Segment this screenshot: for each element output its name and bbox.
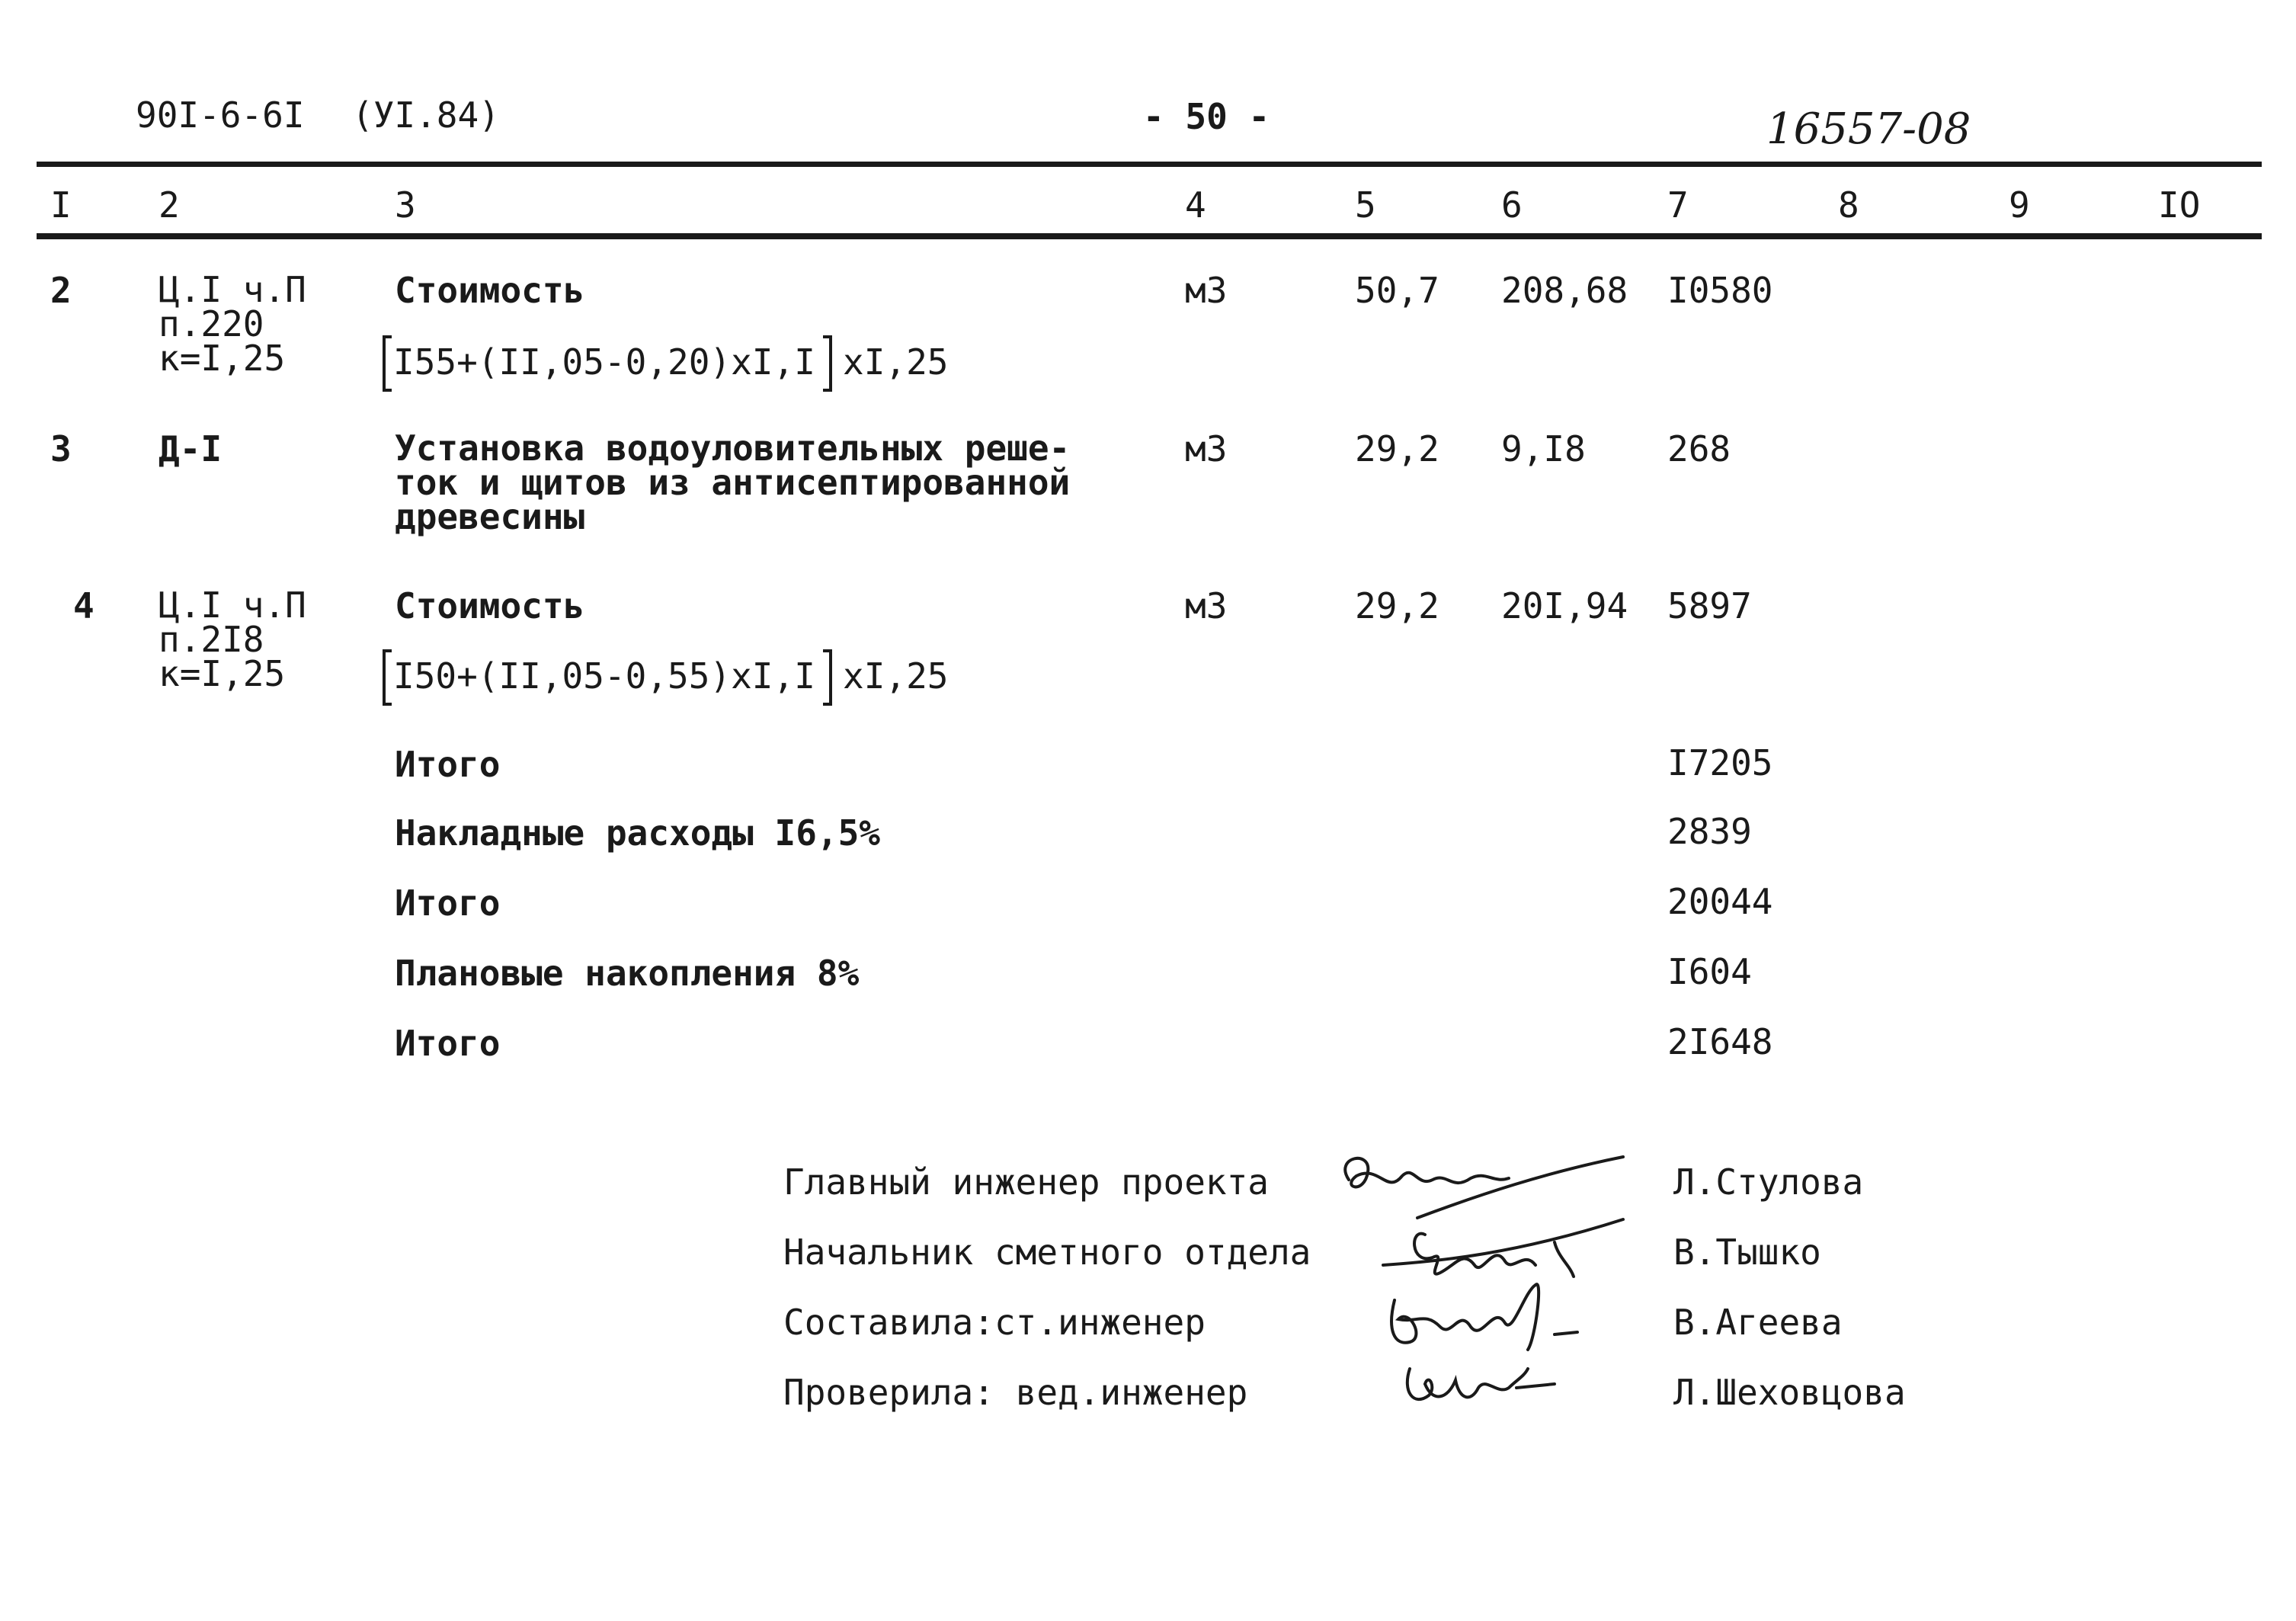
page-number: - 50 - bbox=[1143, 96, 1270, 137]
row-unit: м3 bbox=[1185, 428, 1228, 469]
row-reference: Ц.I ч.П п.220 к=I,25 bbox=[159, 269, 306, 380]
signature-name: Л.Стулова bbox=[1673, 1161, 1864, 1203]
col-header-8: 8 bbox=[1838, 184, 1859, 226]
summary-value: 2839 bbox=[1667, 811, 1752, 852]
summary-value: 2I648 bbox=[1667, 1021, 1773, 1062]
col-header-3: 3 bbox=[395, 184, 416, 226]
row-reference: Ц.I ч.П п.2I8 к=I,25 bbox=[159, 585, 306, 695]
formula-bracket-right bbox=[823, 649, 832, 706]
row-unit: м3 bbox=[1185, 270, 1228, 311]
row-unit: м3 bbox=[1185, 585, 1228, 626]
inventory-number: 16557-08 bbox=[1766, 104, 1971, 154]
handwritten-signature-4 bbox=[1395, 1354, 1570, 1422]
summary-label: Итого bbox=[395, 883, 501, 924]
row-formula-tail: xI,25 bbox=[843, 341, 949, 383]
row-formula: I50+(II,05-0,55)xI,I bbox=[393, 655, 815, 697]
row-total: 5897 bbox=[1667, 585, 1752, 626]
col-header-9: 9 bbox=[2009, 184, 2030, 226]
row-formula-tail: xI,25 bbox=[843, 655, 949, 697]
col-header-7: 7 bbox=[1667, 184, 1689, 226]
row-description: Установка водоуловительных реше- ток и щитов из антисептированной древесины bbox=[395, 428, 1071, 538]
row-number: 3 bbox=[50, 428, 72, 469]
row-reference: Д-I bbox=[159, 428, 223, 469]
summary-value: 20044 bbox=[1667, 881, 1773, 922]
signature-role: Главный инженер проекта bbox=[783, 1161, 1269, 1203]
summary-label: Накладные расходы I6,5% bbox=[395, 812, 880, 854]
signature-name: Л.Шеховцова bbox=[1673, 1372, 1906, 1413]
row-formula: I55+(II,05-0,20)xI,I bbox=[393, 341, 815, 383]
col-header-10: IO bbox=[2158, 184, 2201, 226]
row-price: 20I,94 bbox=[1501, 585, 1628, 626]
doc-code: 90I-6-6I bbox=[136, 95, 305, 136]
signature-role: Начальник сметного отдела bbox=[783, 1232, 1311, 1273]
row-qty: 29,2 bbox=[1355, 585, 1439, 626]
row-qty: 50,7 bbox=[1355, 270, 1439, 311]
col-header-2: 2 bbox=[159, 184, 180, 226]
formula-bracket-left bbox=[383, 649, 392, 706]
formula-bracket-left bbox=[383, 335, 392, 392]
row-number: 2 bbox=[50, 270, 72, 311]
summary-label: Итого bbox=[395, 744, 501, 785]
col-header-1: I bbox=[50, 184, 72, 226]
row-description: Стоимость bbox=[395, 585, 585, 626]
row-price: 208,68 bbox=[1501, 270, 1628, 311]
signature-name: В.Тышко bbox=[1673, 1232, 1821, 1273]
col-header-6: 6 bbox=[1501, 184, 1523, 226]
signature-role: Проверила: вед.инженер bbox=[783, 1372, 1248, 1413]
summary-value: I7205 bbox=[1667, 742, 1773, 783]
row-price: 9,I8 bbox=[1501, 428, 1586, 469]
summary-label: Плановые накопления 8% bbox=[395, 953, 860, 994]
row-description: Стоимость bbox=[395, 270, 585, 311]
summary-label: Итого bbox=[395, 1023, 501, 1064]
row-total: I0580 bbox=[1667, 270, 1773, 311]
col-header-5: 5 bbox=[1355, 184, 1376, 226]
col-header-4: 4 bbox=[1185, 184, 1206, 226]
formula-bracket-right bbox=[823, 335, 832, 392]
row-qty: 29,2 bbox=[1355, 428, 1439, 469]
header-top-rule bbox=[37, 162, 2262, 167]
row-total: 268 bbox=[1667, 428, 1731, 469]
row-number: 4 bbox=[73, 585, 94, 626]
header-bottom-rule bbox=[37, 233, 2262, 239]
signature-name: В.Агеева bbox=[1673, 1302, 1843, 1343]
signature-role: Составила:ст.инженер bbox=[783, 1302, 1206, 1343]
doc-date: (УI.84) bbox=[352, 95, 500, 136]
summary-value: I604 bbox=[1667, 951, 1752, 992]
